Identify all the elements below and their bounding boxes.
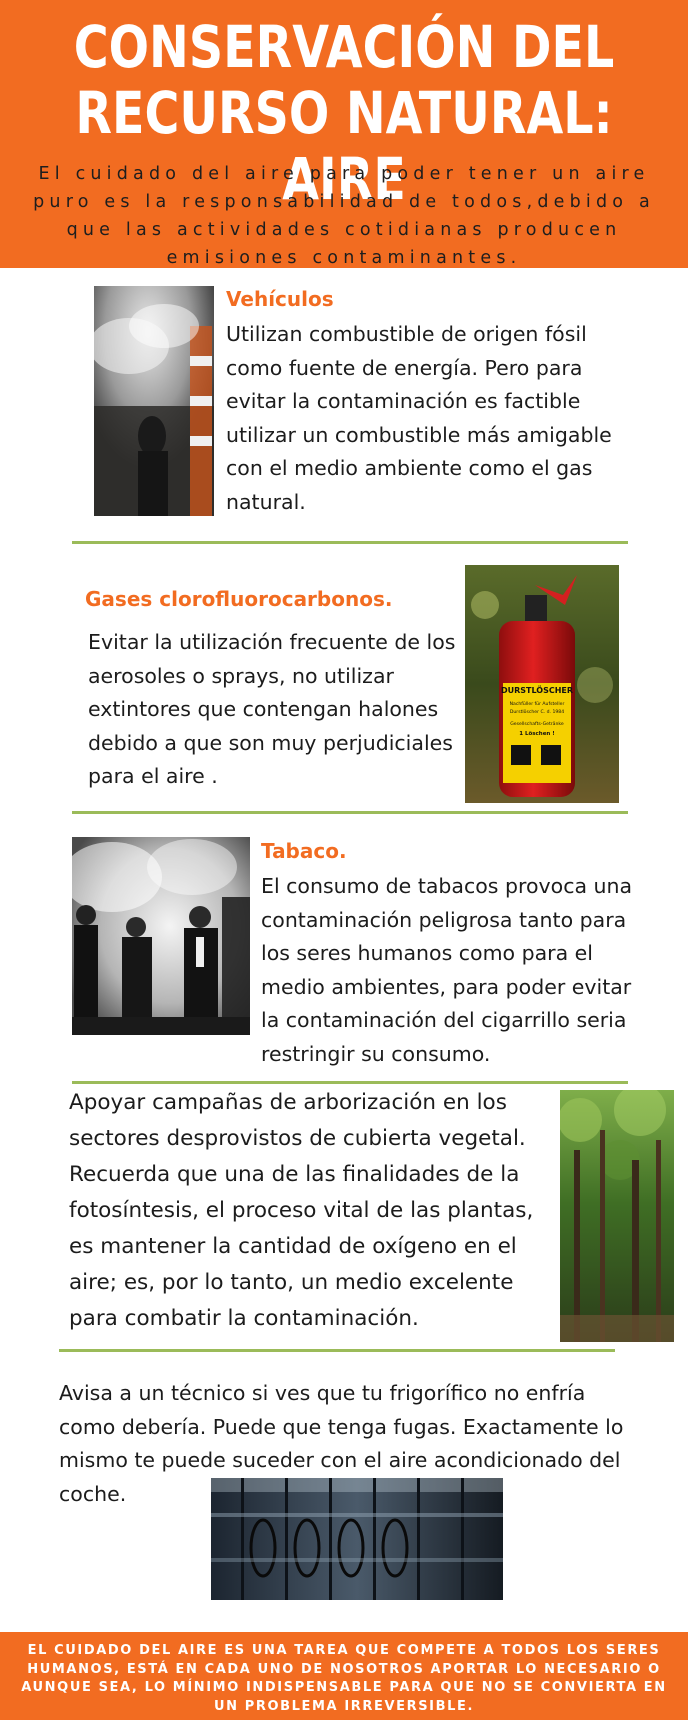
- forest-photo: [560, 1090, 674, 1342]
- section-heading-tabaco: Tabaco.: [261, 839, 347, 863]
- divider: [72, 1081, 628, 1084]
- section-text-arborizacion: Apoyar campañas de arborización en los sectores desprovistos de cubierta vegetal. Recuerda que una de las finalidades de la fotosíntesis, el proceso vital de las plantas, es mantener la cantidad de oxígeno en el aire; es, por lo tanto, un medio excelente para combatir la contaminación.: [69, 1090, 534, 1331]
- vehicle-exhaust-photo: [94, 286, 214, 516]
- section-text-tabaco: El consumo de tabacos provoca una contaminación peligrosa tanto para los seres humanos como para el medio ambientes, para poder evitar la contaminación del cigarrillo seria restringir su consumo.: [261, 874, 633, 1066]
- section-heading-vehiculos: Vehículos: [226, 287, 334, 311]
- footer-banner: [0, 1632, 688, 1720]
- divider: [59, 1349, 615, 1352]
- extinguisher-label-line1: Nachfüller für Aufsteller: [509, 702, 565, 707]
- smokers-photo: [72, 837, 250, 1035]
- title-line-1: CONSERVACIÓN DEL: [73, 13, 615, 81]
- section-text-frigorifico: Avisa a un técnico si ves que tu frigorífico no enfría como debería. Puede que tenga fugas. Exactamente lo mismo te puede suceder con el aire acondicionado del coche.: [59, 1381, 624, 1506]
- section-text-gases: Evitar la utilización frecuente de los aerosoles o sprays, no utilizar extintores que contengan halones debido a que son muy perjudiciales para el aire .: [88, 630, 456, 788]
- title-line-2: RECURSO NATURAL: AIRE: [75, 79, 613, 213]
- divider: [72, 811, 628, 814]
- section-heading-gases: Gases clorofluorocarbonos.: [85, 587, 393, 611]
- refrigerator-shelves-photo: [211, 1478, 503, 1600]
- section-text-vehiculos: Utilizan combustible de origen fósil como fuente de energía. Pero para evitar la contaminación es factible utilizar un combustible más amigable con el medio ambiente como el gas natural.: [226, 322, 612, 514]
- extinguisher-label-line2: Durstlöscher C. d. 1984: [509, 710, 565, 715]
- footer-text: EL CUIDADO DEL AIRE ES UNA TAREA QUE COMPETE A TODOS LOS SERES HUMANOS, ESTÁ EN CADA UNO DE NOSOTROS APORTAR LO NECESARIO O AUNQUE SEA, LO MÍNIMO INDISPENSABLE PARA QUE NO SE CONVIERTA EN UN PROBLEMA IRREVERSIBLE.: [21, 1643, 667, 1714]
- divider: [72, 541, 628, 544]
- page-subtitle: El cuidado del aire para poder tener un aire puro es la responsabilidad de todos,debido a que las actividades cotidianas producen emisiones contaminantes.: [33, 164, 655, 268]
- extinguisher-label-line4: 1 Löschen !: [519, 731, 555, 737]
- fire-extinguisher-photo: [465, 565, 619, 803]
- extinguisher-label-line3: Gesellschafts-Getränke: [510, 722, 564, 727]
- header-banner: [0, 0, 688, 268]
- extinguisher-brand-text: DURSTLÖSCHER: [500, 686, 574, 695]
